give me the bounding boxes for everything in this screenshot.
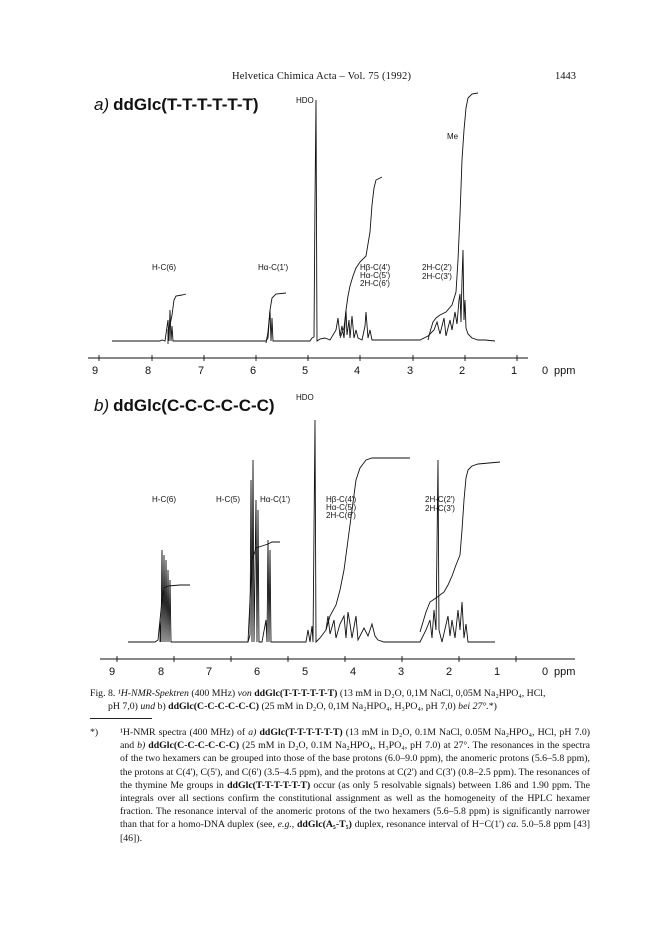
caption-von: von (237, 688, 252, 699)
caption-line-2 (90, 700, 590, 713)
spectrum-b-tick-5: 5 (302, 666, 309, 678)
spectrum-a-tick-5: 5 (302, 365, 309, 377)
spectrum-b-integral-4 (420, 462, 500, 632)
caption-text-4: b) (155, 701, 169, 712)
caption-bei: bei 27°. (458, 701, 489, 712)
figure-caption (90, 687, 590, 713)
caption-text-2: (13 mM in D₂O, 0,1M NaCl, 0,05M Na₂HPO₄, HCl, (337, 688, 546, 699)
spectrum-a-figure (0, 0, 672, 380)
footnote-body (90, 726, 590, 845)
spectrum-b-figure (0, 380, 672, 680)
caption-footnote-ref: *) (488, 701, 497, 712)
spectrum-a-trace (112, 100, 495, 341)
spectrum-a-tick-9: 9 (92, 365, 99, 377)
spectrum-b-tick-6: 6 (254, 666, 261, 678)
caption-und: und (140, 701, 156, 712)
footnote-text-1: ¹H-NMR spectra (400 MHz) of (120, 727, 249, 738)
caption-compound-b: ddGlc(C-C-C-C-C-C) (168, 701, 260, 712)
page-number: 1443 (555, 71, 576, 82)
caption-title: ¹H-NMR-Spektren (117, 688, 189, 699)
spectrum-b-tick-1: 1 (494, 666, 501, 678)
footnote-a: a) (248, 727, 257, 738)
spectrum-a-tick-6: 6 (250, 365, 257, 377)
spectrum-b-tick-9: 9 (109, 666, 116, 678)
spectrum-b-mid-label-2: Hα-C(5') (326, 503, 357, 512)
spectrum-b-mid-label-3: 2H-C(6') (326, 511, 356, 520)
spectrum-a-mid-label-3: 2H-C(6') (360, 279, 390, 288)
spectrum-b-compound: ddGlc(C-C-C-C-C-C) (113, 396, 275, 415)
footnote-compound-a: ddGlc(T-T-T-T-T-T) (259, 727, 343, 738)
spectrum-a-tick-1: 1 (511, 365, 518, 377)
footnote-rule (90, 718, 152, 719)
spectrum-b-unit: ppm (554, 666, 576, 678)
caption-fig-number: Fig. 8. (90, 688, 116, 699)
spectrum-a-mid-label-1: Hβ-C(4') (360, 263, 391, 272)
spectrum-b-tick-8: 8 (158, 666, 165, 678)
spectrum-a-unit: ppm (554, 365, 576, 377)
caption-text-1: (400 MHz) (188, 688, 238, 699)
spectrum-a-tick-8: 8 (145, 365, 152, 377)
spectrum-a-h6-label: H-C(6) (152, 263, 176, 272)
spectrum-b-h1-label: Hα-C(1') (260, 495, 291, 504)
footnote-compound-a2: ddGlc(T-T-T-T-T-T) (227, 779, 311, 791)
footnote-compound-b: ddGlc(C-C-C-C-C-C) (148, 740, 240, 752)
spectrum-a-h1-label: Hα-C(1') (258, 263, 289, 272)
spectrum-a-integral-4 (428, 93, 478, 340)
spectrum-b-tick-7: 7 (206, 666, 213, 678)
spectrum-a-me-label: Me (447, 132, 459, 141)
journal-name: Helvetica Chimica Acta – Vol. 75 (1992) (232, 71, 412, 82)
spectrum-b-h6-label: H-C(6) (152, 495, 176, 504)
footnote-text-2: (13 mM in D₂O, 0.1M NaCl, 0.05M Na₂HPO₄, HCl, pH 7.0) and (120, 727, 590, 752)
footnote-text-4: occur (as only 5 resolvable signals) between 1.86 and 1.90 ppm. The integrals over all sections confirm the constitutional assignment as well as the homogeneity of the HPLC hexamer fraction. The resonance interval of the anomeric protons of the two hexamers (5.6–5.8 ppm) is significantly narrower than that for a homo-DNA duplex (see, (120, 779, 590, 831)
spectrum-b-integral-2 (248, 542, 280, 642)
spectrum-a-tick-2: 2 (459, 365, 466, 377)
spectrum-b-trace (128, 420, 495, 642)
spectrum-b-h23-label-2: 2H-C(3') (425, 504, 455, 513)
spectrum-b-mid-label-1: Hβ-C(4') (326, 495, 357, 504)
footnote-ca: ca. (506, 819, 519, 831)
caption-text-5: (25 mM in D₂O, 0,1M Na₂HPO₄, H₃PO₄, pH 7,0) (259, 701, 459, 712)
spectrum-a-letter: a) (94, 95, 110, 114)
caption-compound-a: ddGlc(T-T-T-T-T-T) (254, 688, 338, 699)
spectrum-b-tick-3: 3 (398, 666, 405, 678)
spectrum-b-integral-3 (326, 458, 410, 630)
footnote-b: b) (137, 740, 146, 752)
spectrum-a-h23-label-1: 2H-C(2') (422, 263, 452, 272)
spectrum-a-integral-2 (266, 293, 286, 343)
footnote (90, 726, 590, 845)
spectrum-a-tick-7: 7 (198, 365, 205, 377)
spectrum-b-tick-4: 4 (350, 666, 357, 678)
spectrum-b-hdo-label: HDO (296, 393, 314, 402)
footnote-mark: *) (90, 727, 99, 738)
footnote-text-6: duplex, resonance interval of H−C(1') (351, 819, 507, 831)
spectrum-a-compound: ddGlc(T-T-T-T-T-T) (113, 95, 259, 114)
spectrum-a-tick-0: 0 (542, 365, 549, 377)
footnote-text-7: 5.0–5.8 ppm [43] [46]). (120, 819, 590, 844)
footnote-text-3: (25 mM in D₂O, 0.1M Na₂HPO₄, H₃PO₄, pH 7.0) at 27°. The resonances in the spectra of the two hexamers can be grouped into those of the base protons (6.0–9.0 ppm), the anomeric protons (5.6–5.8 ppm), the protons at C(4'), C(5'), and C(6') (3.5–4.5 ppm), and the protons at C(2') and C(3') (0.8–2.5 ppm). The resonances of the thymine Me groups in (120, 740, 590, 791)
spectrum-b-tick-0: 0 (542, 666, 549, 678)
spectrum-a-tick-4: 4 (354, 365, 361, 377)
spectrum-a-h23-label-2: 2H-C(3') (422, 272, 452, 281)
spectrum-b-h23-label-1: 2H-C(2') (425, 495, 455, 504)
spectrum-b-letter: b) (94, 396, 110, 415)
spectrum-b-h5-label: H-C(5) (216, 495, 240, 504)
spectrum-b-tick-2: 2 (446, 666, 453, 678)
spectrum-a-hdo-label: HDO (296, 96, 314, 105)
footnote-compound-c: ddGlc(A₅-T₅) (296, 819, 352, 831)
footnote-text-5: , (291, 819, 297, 831)
spectrum-a-tick-3: 3 (407, 365, 414, 377)
footnote-eg: e.g. (277, 819, 292, 831)
caption-text-3: pH 7,0) (108, 701, 141, 712)
spectrum-a-mid-label-2: Hα-C(5') (360, 271, 391, 280)
